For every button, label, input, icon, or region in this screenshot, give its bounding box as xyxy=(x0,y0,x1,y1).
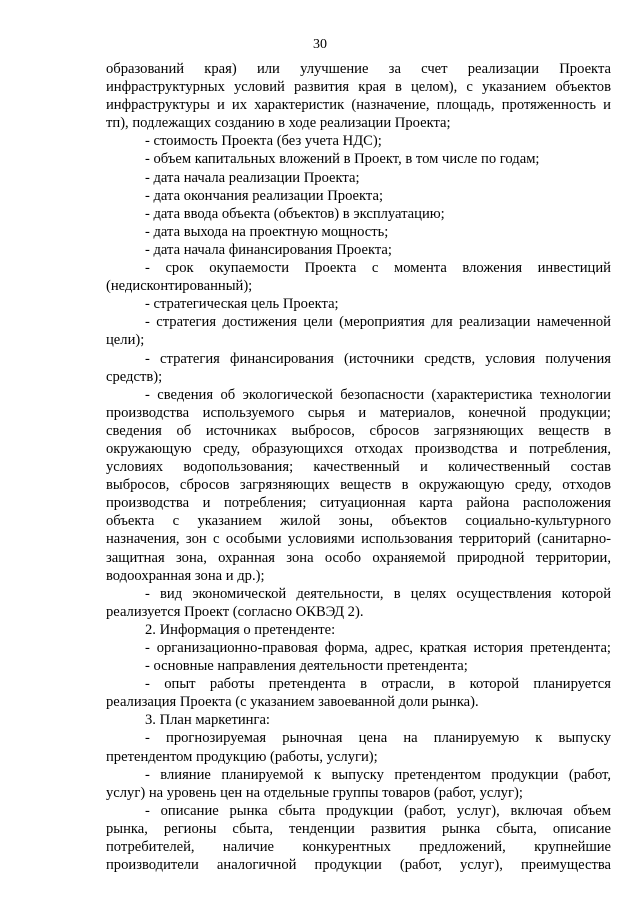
text-line: - опыт работы претендента в отрасли, в которой планируется xyxy=(145,676,611,693)
text-line: претендентом продукцию (работы, услуги); xyxy=(106,748,378,765)
text-line: (недисконтированный); xyxy=(106,278,253,295)
body-text xyxy=(106,60,611,874)
text-line: цели); xyxy=(106,332,145,349)
text-line: тп), подлежащих созданию в ходе реализации Проекта; xyxy=(106,115,451,132)
text-line: - стоимость Проекта (без учета НДС); xyxy=(145,133,382,150)
text-line: назначения, зон с особыми условиями использования территорий (санитарно- xyxy=(106,531,611,548)
text-line: - влияние планируемой к выпуску претендентом продукции (работ, xyxy=(145,766,611,783)
text-line: - дата выхода на проектную мощность; xyxy=(145,223,389,240)
text-line: производители аналогичной продукции (работ, услуг), преимущества xyxy=(106,857,611,874)
text-line: реализация Проекта (с указанием завоеванной доли рынка). xyxy=(106,694,479,711)
text-line: - стратегия финансирования (источники средств, условия получения xyxy=(145,350,611,367)
text-line: - дата начала финансирования Проекта; xyxy=(145,241,392,258)
text-line: 3. План маркетинга: xyxy=(145,712,270,729)
text-line: инфраструктурных условий развития края в целом), с указанием объектов xyxy=(106,79,611,96)
text-line: сведения об источниках выбросов, сбросов загрязняющих веществ в xyxy=(106,422,611,439)
text-line: услуг) на уровень цен на отдельные группы товаров (работ, услуг); xyxy=(106,784,523,801)
text-line: рынка, регионы сбыта, тенденции развития рынка сбыта, описание xyxy=(106,820,611,837)
text-line: образований края) или улучшение за счет реализации Проекта xyxy=(106,61,611,77)
text-line: водоохранная зона и др.); xyxy=(106,567,265,584)
text-line: - стратегическая цель Проекта; xyxy=(145,296,339,313)
text-line: 2. Информация о претенденте: xyxy=(145,621,336,638)
text-line: производства и потребления; ситуационная карта района расположения xyxy=(106,495,611,512)
text-line: инфраструктуры и их характеристик (назначение, площадь, протяженность и xyxy=(106,97,611,114)
text-line: - прогнозируемая рыночная цена на планируемую к выпуску xyxy=(145,730,611,747)
text-line: - стратегия достижения цели (мероприятия для реализации намеченной xyxy=(145,314,611,331)
text-line: реализуется Проект (согласно ОКВЭД 2). xyxy=(106,603,364,620)
text-line: - вид экономической деятельности, в целях осуществления которой xyxy=(145,585,611,602)
text-line: - основные направления деятельности претендента; xyxy=(145,658,468,675)
text-line: средств); xyxy=(106,368,163,385)
text-line: - дата начала реализации Проекта; xyxy=(145,169,360,186)
text-line: потребителей, наличие конкурентных предложений, крупнейшие xyxy=(106,839,611,856)
text-line: - сведения об экологической безопасности (характеристика технологии xyxy=(145,386,611,403)
text-line: - срок окупаемости Проекта с момента вложения инвестиций xyxy=(145,260,611,277)
text-line: защитная зона, охранная зона особо охраняемой природной территории, xyxy=(106,549,611,566)
text-line: условиях водопользования; качественный и количественный состав xyxy=(106,459,611,476)
text-line: - дата ввода объекта (объектов) в эксплуатацию; xyxy=(145,205,445,222)
text-line: производства используемого сырья и материалов, конечной продукции; xyxy=(106,404,611,421)
text-line: - организационно-правовая форма, адрес, краткая история претендента; xyxy=(145,640,611,656)
text-line: - дата окончания реализации Проекта; xyxy=(145,187,384,204)
page-number: 30 xyxy=(313,37,327,52)
text-line: объекта с указанием жилой зоны, объектов социально-культурного xyxy=(106,513,611,530)
text-line: - объем капитальных вложений в Проект, в том числе по годам; xyxy=(145,151,540,168)
text-line: - описание рынка сбыта продукции (работ, услуг), включая объем xyxy=(145,802,611,819)
text-line: окружающую среду, образующихся отходах производства и потребления, xyxy=(106,440,611,457)
text-line: выбросов, сбросов загрязняющих веществ в окружающую среду, отходов xyxy=(106,477,611,494)
